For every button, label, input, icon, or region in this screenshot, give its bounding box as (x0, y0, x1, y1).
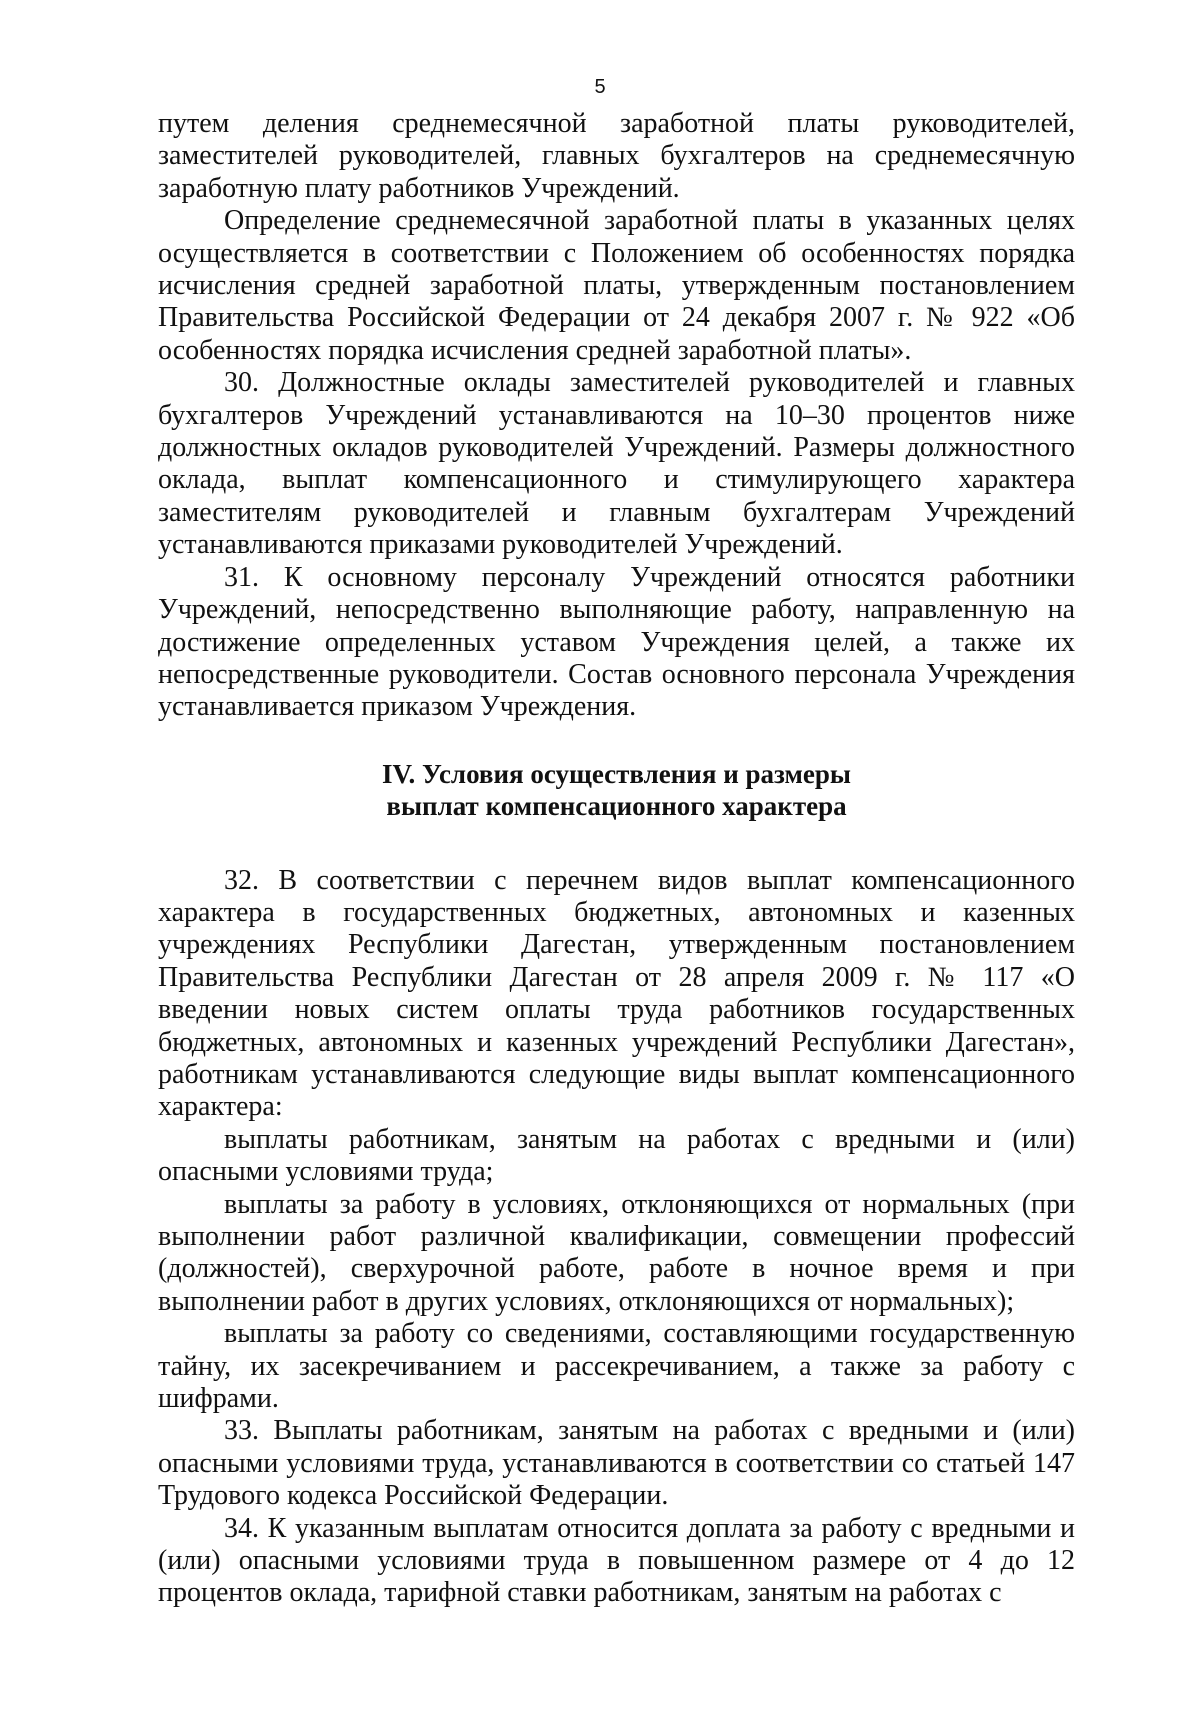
paragraph-clause-31: 31. К основному персоналу Учреждений относятся работники Учреждений, непосредственно выполняющие работу, направленную на достижение определенных уставом Учреждения целей, а также их непосредственные руководители. Состав основного персонала Учреждения устанавливается приказом Учреждения. (158, 561, 1075, 723)
list-item-abnormal-conditions: выплаты за работу в условиях, отклоняющихся от нормальных (при выполнении работ различной квалификации, совмещении профессий (должностей), сверхурочной работе, работе в ночное время и при выполнении работ в других условиях, отклоняющихся от нормальных); (158, 1188, 1075, 1317)
paragraph-clause-32: 32. В соответствии с перечнем видов выплат компенсационного характера в государственных бюджетных, автономных и казенных учреждениях Республики Дагестан, утвержденным постановлением Правительства Республики Дагестан от 28 апреля 2009 г. № 117 «О введении новых систем оплаты труда работников государственных бюджетных, автономных и казенных учреждений Республики Дагестан», работникам устанавливаются следующие виды выплат компенсационного характера: (158, 864, 1075, 1123)
paragraph-clause-33: 33. Выплаты работникам, занятым на работах с вредными и (или) опасными условиями труда, устанавливаются в соответствии со статьей 147 Трудового кодекса Российской Федерации. (158, 1415, 1075, 1512)
list-item-harmful-conditions: выплаты работникам, занятым на работах с вредными и (или) опасными условиями труда; (158, 1123, 1075, 1188)
paragraph-average-salary-definition: Определение среднемесячной заработной платы в указанных целях осуществляется в соответствии с Положением об особенностях порядка исчисления средней заработной платы, утвержденным постановлением Правительства Российской Федерации от 24 декабря 2007 г. № 922 «Об особенностях порядка исчисления средней заработной платы». (158, 205, 1075, 366)
paragraph-clause-34: 34. К указанным выплатам относится доплата за работу с вредными и (или) опасными условиями труда в повышенном размере от 4 до 12 процентов оклада, тарифной ставки работникам, занятым на работах с (158, 1512, 1075, 1609)
document-body (158, 108, 1075, 1610)
page-number: 5 (594, 76, 606, 98)
section-heading-line-2: выплат компенсационного характера (386, 791, 847, 822)
paragraph-clause-30: 30. Должностные оклады заместителей руководителей и главных бухгалтеров Учреждений устанавливаются на 10–30 процентов ниже должностных окладов руководителей Учреждений. Размеры должностного оклада, выплат компенсационного и стимулирующего характера заместителям руководителей и главным бухгалтерам Учреждений устанавливаются приказами руководителей Учреждений. (158, 367, 1075, 561)
list-item-state-secret: выплаты за работу со сведениями, составляющими государственную тайну, их засекречиванием и рассекречиванием, а также за работу с шифрами. (158, 1318, 1075, 1415)
section-heading-line-1: IV. Условия осуществления и размеры (382, 758, 851, 789)
paragraph-intro-continuation: путем деления среднемесячной заработной платы руководителей, заместителей руководителей, главных бухгалтеров на среднемесячную заработную плату работников Учреждений. (158, 108, 1075, 204)
section-heading (158, 758, 1075, 823)
